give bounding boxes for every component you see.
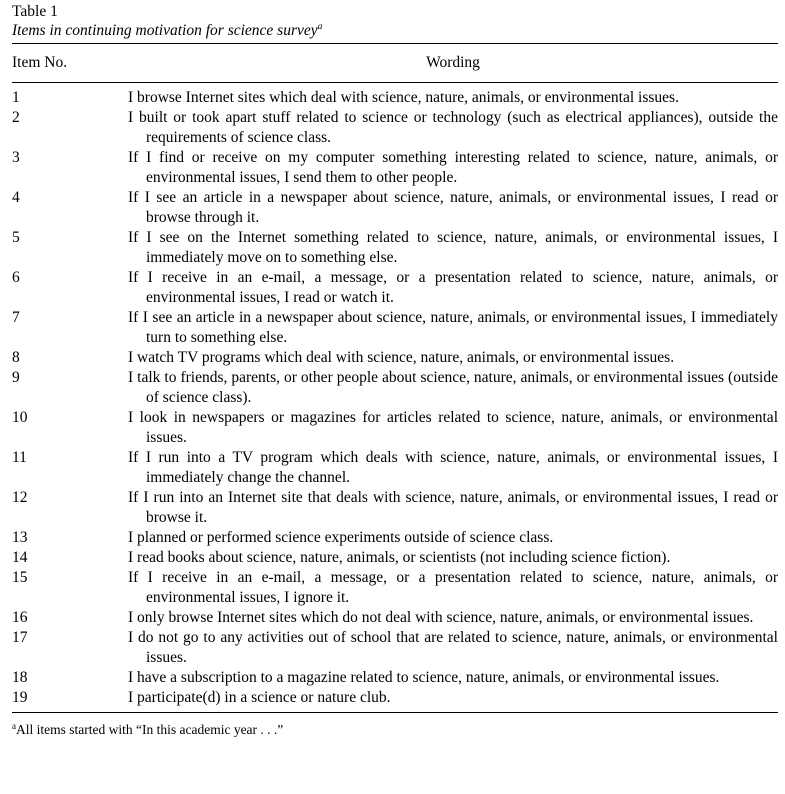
item-wording-cell [128, 448, 778, 488]
item-wording-cell [128, 228, 778, 268]
item-wording-cell [128, 188, 778, 228]
table-row [12, 88, 778, 108]
table-row [12, 628, 778, 668]
item-wording-cell [128, 488, 778, 528]
item-wording: If I see an article in a newspaper about science, nature, animals, or environmental issues, I immediately turn to something else. [128, 309, 778, 346]
item-wording-cell [128, 668, 778, 688]
item-wording: I do not go to any activities out of school that are related to science, nature, animals, or environmental issues. [128, 629, 778, 666]
table-row [12, 568, 778, 608]
item-wording: I have a subscription to a magazine related to science, nature, animals, or environmental issues. [128, 669, 720, 686]
item-number: 15 [12, 569, 28, 586]
table-row [12, 608, 778, 628]
item-wording-cell [128, 348, 778, 368]
item-number: 10 [12, 409, 28, 426]
item-wording: I built or took apart stuff related to science or technology (such as electrical appliances), outside the requirements of science class. [128, 109, 778, 146]
item-wording-cell [128, 408, 778, 448]
item-wording-cell [128, 368, 778, 408]
item-number: 14 [12, 549, 28, 566]
item-wording-cell [128, 688, 778, 708]
table-container [12, 2, 778, 739]
table-footnote [12, 713, 778, 739]
table-row [12, 448, 778, 488]
table-row [12, 408, 778, 448]
table-caption [12, 21, 778, 43]
item-wording: I read books about science, nature, animals, or scientists (not including science fiction). [128, 549, 671, 566]
item-number: 6 [12, 269, 20, 286]
item-wording: If I receive in an e-mail, a message, or a presentation related to science, nature, animals, or environmental issues, I read or watch it. [128, 269, 778, 306]
table-label: Table 1 [12, 3, 58, 20]
item-wording: If I see on the Internet something related to science, nature, animals, or environmental issues, I immediately move on to something else. [128, 229, 778, 266]
column-header-item-no: Item No. [12, 54, 68, 71]
item-number: 8 [12, 349, 20, 366]
caption-footnote-mark: a [317, 22, 323, 32]
item-number: 2 [12, 109, 20, 126]
item-number: 9 [12, 369, 20, 386]
item-wording: If I run into an Internet site that deals with science, nature, animals, or environmental issues, I read or browse it. [128, 489, 778, 526]
item-number: 18 [12, 669, 28, 686]
item-wording-cell [128, 108, 778, 148]
table-row [12, 308, 778, 348]
footnote-mark: a [12, 721, 16, 731]
table-row [12, 528, 778, 548]
item-wording-cell [128, 628, 778, 668]
item-wording: I look in newspapers or magazines for articles related to science, nature, animals, or environmental issues. [128, 409, 778, 446]
item-number: 7 [12, 309, 20, 326]
table-row [12, 488, 778, 528]
table-row [12, 228, 778, 268]
item-number: 16 [12, 609, 28, 626]
item-wording-cell [128, 568, 778, 608]
item-wording-cell [128, 528, 778, 548]
item-wording: I watch TV programs which deal with science, nature, animals, or environmental issues. [128, 349, 675, 366]
item-number: 13 [12, 529, 28, 546]
item-wording-cell [128, 548, 778, 568]
item-wording: I participate(d) in a science or nature club. [128, 689, 391, 706]
item-wording-cell [128, 88, 778, 108]
item-wording-cell [128, 148, 778, 188]
table-row [12, 348, 778, 368]
table-header-row [12, 44, 778, 82]
table-body [12, 83, 778, 712]
item-number: 12 [12, 489, 28, 506]
item-number: 19 [12, 689, 28, 706]
table-row [12, 268, 778, 308]
table-caption-text: Items in continuing motivation for science survey [12, 22, 318, 39]
item-wording: If I find or receive on my computer something interesting related to science, nature, animals, or environmental issues, I send them to other people. [128, 149, 778, 186]
item-wording-cell [128, 268, 778, 308]
table-row [12, 548, 778, 568]
item-wording-cell [128, 608, 778, 628]
item-wording: I planned or performed science experiments outside of science class. [128, 529, 554, 546]
item-wording: If I receive in an e-mail, a message, or a presentation related to science, nature, animals, or environmental issues, I ignore it. [128, 569, 778, 606]
item-wording: If I run into a TV program which deals with science, nature, animals, or environmental issues, I immediately change the channel. [128, 449, 778, 486]
item-wording: If I see an article in a newspaper about science, nature, animals, or environmental issues, I read or browse through it. [128, 189, 778, 226]
item-number: 4 [12, 189, 20, 206]
item-wording-cell [128, 308, 778, 348]
table-row [12, 668, 778, 688]
item-number: 3 [12, 149, 20, 166]
item-wording: I only browse Internet sites which do not deal with science, nature, animals, or environmental issues. [128, 609, 754, 626]
item-number: 5 [12, 229, 20, 246]
item-wording: I browse Internet sites which deal with science, nature, animals, or environmental issues. [128, 89, 679, 106]
item-number: 11 [12, 449, 27, 466]
table-row [12, 108, 778, 148]
table-row [12, 688, 778, 708]
table-row [12, 368, 778, 408]
item-number: 1 [12, 89, 20, 106]
table-row [12, 148, 778, 188]
table-row [12, 188, 778, 228]
column-header-wording: Wording [426, 54, 480, 71]
footnote-text: All items started with “In this academic year . . .” [16, 722, 284, 737]
item-wording: I talk to friends, parents, or other people about science, nature, animals, or environmental issues (outside of science class). [128, 369, 778, 406]
item-number: 17 [12, 629, 28, 646]
